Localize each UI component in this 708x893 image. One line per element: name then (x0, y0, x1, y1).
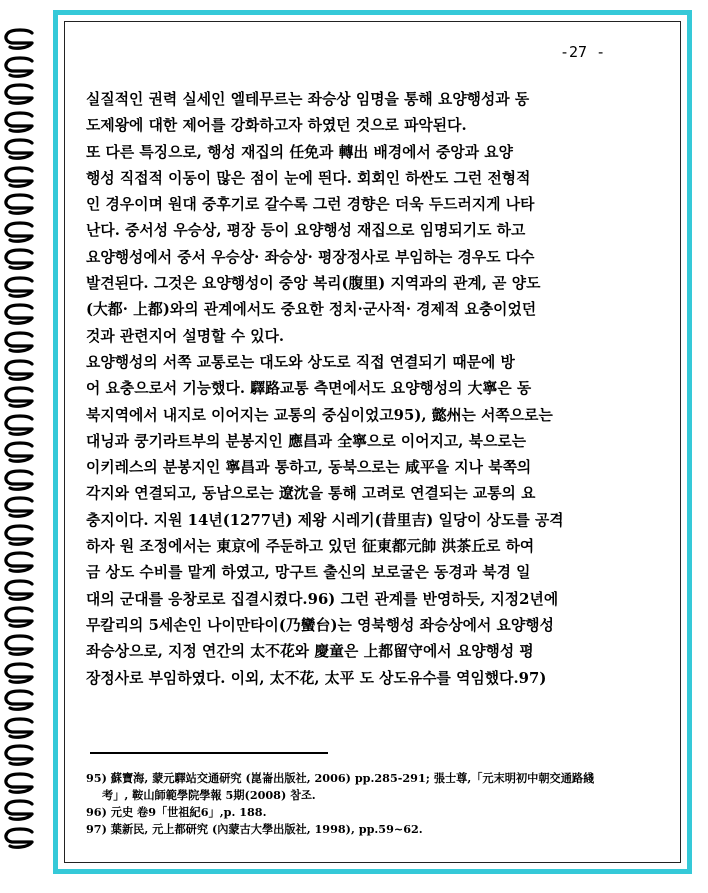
spiral-ring-icon (2, 662, 36, 684)
spiral-ring-icon (2, 331, 36, 353)
spiral-ring-icon (2, 359, 36, 381)
body-line: 도제왕에 대한 제어를 강화하고자 하였던 것으로 파악된다. (86, 117, 467, 135)
body-line: 또 다른 특징으로, 행성 재집의 任免과 轉出 배경에서 중앙과 요양 (86, 143, 513, 161)
spiral-ring-icon (2, 386, 36, 408)
spiral-ring-icon (2, 303, 36, 325)
spiral-ring-icon (2, 276, 36, 298)
body-line: 장정사로 부임하였다. 이외, 太不花, 太平 도 상도유수를 역임했다.97) (86, 669, 547, 687)
spiral-ring-icon (2, 579, 36, 601)
spiral-ring-icon (2, 414, 36, 436)
spiral-ring-icon (2, 83, 36, 105)
page-number: -27 - (560, 43, 606, 61)
document-page (53, 10, 692, 874)
spiral-ring-icon (2, 441, 36, 463)
spiral-ring-icon (2, 524, 36, 546)
body-text (86, 87, 662, 692)
footnote-line: 95) 蘇寶海, 蒙元驛站交通研究 (崑崙出版社, 2006) pp.285-291; 張士尊,「元末明初中朝交通路綫 (86, 771, 595, 785)
spiral-ring-icon (2, 56, 36, 78)
spiral-ring-icon (2, 772, 36, 794)
body-line: 요양행성의 서쪽 교통로는 대도와 상도로 직접 연결되기 때문에 방 (86, 353, 515, 371)
spiral-binding (2, 28, 42, 854)
spiral-ring-icon (2, 166, 36, 188)
body-line: 발견된다. 그것은 요양행성이 중앙 복리(腹里) 지역과의 관계, 곧 양도 (86, 275, 541, 293)
body-line: 행성 직접적 이동이 많은 점이 눈에 띈다. 회회인 하싼도 그런 전형적 (86, 169, 531, 187)
footnote-line: 考」, 鞍山師範學院學報 5期(2008) 참조. (102, 788, 316, 802)
body-line: 인 경우이며 원대 중후기로 갈수록 그런 경향은 더욱 두드러지게 나타 (86, 196, 535, 214)
body-line: 무칼리의 5세손인 나이만타이(乃蠻台)는 영북행성 좌승상에서 요양행성 (86, 616, 554, 634)
body-line: 하자 원 조정에서는 東京에 주둔하고 있던 征東都元帥 洪茶丘로 하여 (86, 538, 535, 556)
spiral-ring-icon (2, 717, 36, 739)
spiral-ring-icon (2, 496, 36, 518)
body-line: 대의 군대를 응창로로 집결시켰다.96) 그런 관계를 반영하듯, 지정2년에 (86, 590, 559, 608)
body-line: 이키레스의 분봉지인 寧昌과 통하고, 동북으로는 咸平을 지나 북쪽의 (86, 459, 532, 477)
spiral-ring-icon (2, 551, 36, 573)
body-line: 것과 관련지어 설명할 수 있다. (86, 327, 285, 345)
spiral-ring-icon (2, 827, 36, 849)
footnote-line: 97) 葉新民, 元上都研究 (內蒙古大學出版社, 1998), pp.59~62. (86, 822, 423, 836)
footnote-line: 96) 元史 卷9「世祖紀6」,p. 188. (86, 805, 267, 819)
body-line: 좌승상으로, 지정 연간의 太不花와 慶童은 上都留守에서 요양행성 평 (86, 643, 534, 661)
body-line: 금 상도 수비를 맡게 하였고, 망구트 출신의 보로굴은 동경과 북경 일 (86, 564, 531, 582)
body-line: (大都· 上都)와의 관계에서도 중요한 정치·군사적· 경제적 요충이었던 (86, 301, 537, 319)
spiral-ring-icon (2, 469, 36, 491)
spiral-ring-icon (2, 744, 36, 766)
body-line: 어 요충으로서 기능했다. 驛路교통 측면에서도 요양행성의 大寧은 동 (86, 380, 532, 398)
body-line: 요양행성에서 중서 우승상· 좌승상· 평장정사로 부임하는 경우도 다수 (86, 248, 535, 266)
spiral-ring-icon (2, 28, 36, 50)
spiral-ring-icon (2, 221, 36, 243)
spiral-ring-icon (2, 193, 36, 215)
spiral-ring-icon (2, 634, 36, 656)
spiral-ring-icon (2, 111, 36, 133)
body-line: 충지이다. 지원 14년(1277년) 제왕 시레기(昔里吉) 일당이 상도를 공격 (86, 511, 564, 529)
body-line: 북지역에서 내지로 이어지는 교통의 중심이었고95), 懿州는 서쪽으로는 (86, 406, 553, 424)
body-line: 각지와 연결되고, 동남으로는 遼沈을 통해 고려로 연결되는 교통의 요 (86, 485, 536, 503)
spiral-ring-icon (2, 138, 36, 160)
body-line: 난다. 중서성 우승상, 평장 등이 요양행성 재집으로 임명되기도 하고 (86, 222, 526, 240)
spiral-ring-icon (2, 689, 36, 711)
footnotes (86, 770, 666, 838)
body-line: 실질적인 권력 실세인 엘테무르는 좌승상 임명을 통해 요양행성과 동 (86, 91, 530, 108)
footnote-rule (90, 752, 328, 754)
spiral-ring-icon (2, 248, 36, 270)
body-line: 대닝과 쿵기라트부의 분봉지인 應昌과 全寧으로 이어지고, 북으로는 (86, 432, 527, 450)
spiral-ring-icon (2, 606, 36, 628)
spiral-ring-icon (2, 799, 36, 821)
